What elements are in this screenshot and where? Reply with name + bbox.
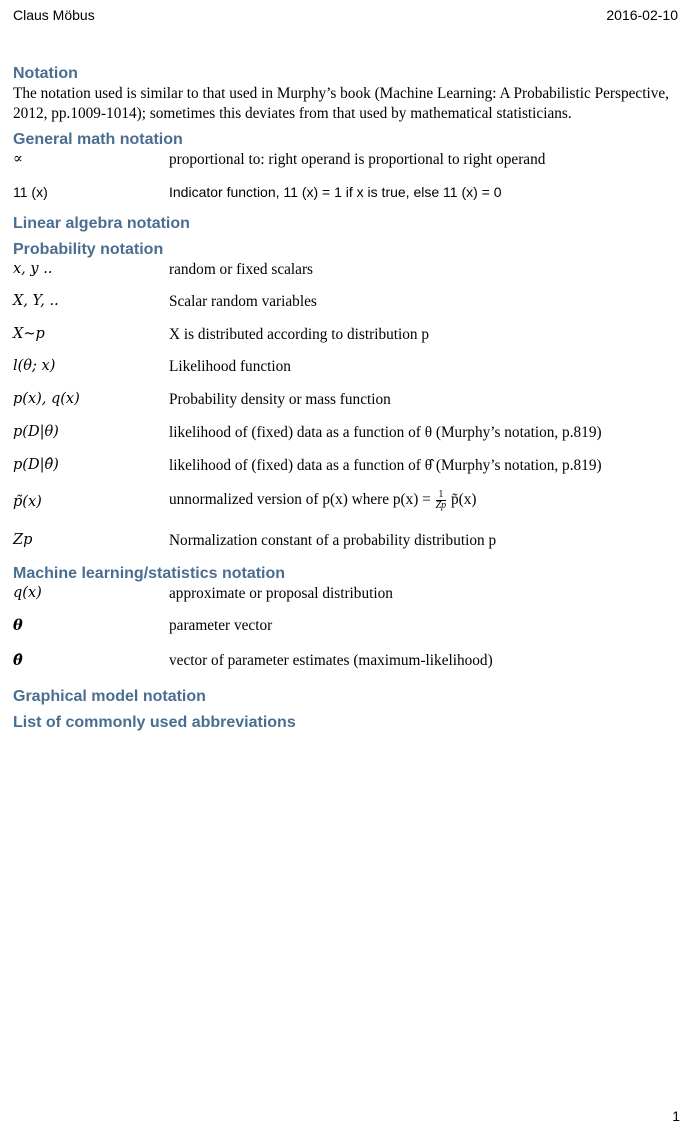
symbol: p(D|θ) [13, 424, 59, 440]
symbol: Zp [13, 532, 33, 548]
description [169, 490, 477, 511]
description: approximate or proposal distribution [169, 585, 393, 602]
row-distributed [13, 325, 678, 357]
symbol: p(D|θ̂) [13, 457, 59, 473]
heading-abbreviations: List of commonly used abbreviations [13, 714, 296, 731]
heading-machine-learning: Machine learning/statistics notation [13, 565, 286, 582]
row-likelihood-theta [13, 423, 678, 456]
description: Scalar random variables [169, 293, 317, 310]
author-name: Claus Möbus [13, 7, 95, 23]
symbol: ∝ [13, 151, 23, 167]
fraction [436, 490, 447, 511]
row-parameter-estimates [13, 651, 678, 685]
description: Likelihood function [169, 358, 291, 375]
row-density [13, 390, 678, 423]
symbol: l(θ; x) [13, 358, 56, 374]
row-proposal [13, 584, 678, 616]
row-likelihood [13, 357, 678, 390]
heading-linear-algebra: Linear algebra notation [13, 215, 190, 232]
row-unnormalized [13, 490, 678, 530]
row-random-variables [13, 292, 678, 325]
row-scalars [13, 260, 678, 292]
row-indicator [13, 182, 678, 212]
fraction-numerator: 1 [436, 490, 447, 501]
fraction-denominator: Zp [435, 500, 447, 511]
description: Indicator function, 11 (x) = 1 if x is true, else 11 (x) = 0 [169, 184, 502, 200]
description: Probability density or mass function [169, 391, 391, 408]
section-title-notation: Notation [13, 65, 78, 82]
heading-graphical-model: Graphical model notation [13, 688, 206, 705]
symbol: θ̂ [13, 652, 23, 669]
description: random or fixed scalars [169, 261, 313, 278]
document-body [13, 64, 678, 733]
symbol: p(x), q(x) [13, 391, 80, 407]
symbol: q(x) [13, 585, 42, 601]
description: Normalization constant of a probability distribution p [169, 532, 497, 549]
description: X is distributed according to distribution p [169, 326, 430, 343]
description: likelihood of (fixed) data as a function of θ (Murphy’s notation, p.819) [169, 424, 602, 441]
description-part: unnormalized version of p(x) where p(x) = [169, 491, 435, 509]
row-normalization [13, 530, 678, 564]
symbol: X, Y, .. [13, 293, 59, 309]
description-part: p̃(x) [447, 491, 477, 509]
row-parameter-vector [13, 616, 678, 651]
symbol: 11 (x) [13, 184, 48, 200]
heading-general-math: General math notation [13, 131, 183, 148]
symbol: x, y .. [13, 261, 53, 277]
page-number: 1 [672, 1108, 680, 1124]
document-date: 2016-02-10 [606, 7, 678, 23]
description: likelihood of (fixed) data as a function of θ̂ (Murphy’s notation, p.819) [169, 457, 602, 474]
row-proportional [13, 150, 678, 182]
description: vector of parameter estimates (maximum-likelihood) [169, 652, 493, 669]
symbol: X~p [13, 326, 45, 342]
page-header [13, 7, 678, 27]
symbol: p̃(x) [13, 494, 42, 510]
symbol: θ [13, 617, 23, 634]
description: proportional to: right operand is proportional to right operand [169, 151, 546, 168]
heading-probability: Probability notation [13, 241, 164, 258]
row-likelihood-theta-hat [13, 456, 678, 490]
intro-paragraph: The notation used is similar to that used in Murphy’s book (Machine Learning: A Probabilistic Perspective, 2012, pp.1009-1014); sometimes this deviates from that used by mathematical statisticians. [13, 85, 669, 122]
description: parameter vector [169, 617, 273, 634]
